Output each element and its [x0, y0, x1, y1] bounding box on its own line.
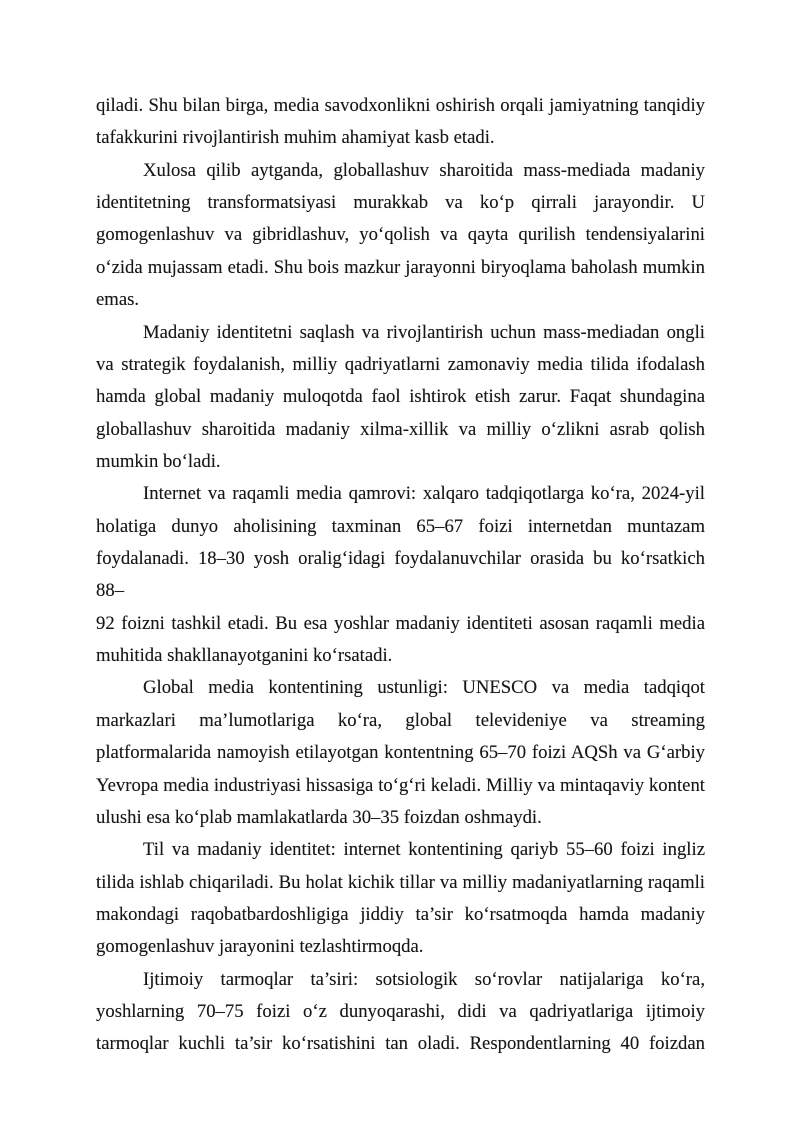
text-line: va strategik foydalanish, milliy qadriyatlarni zamonaviy media tilida ifodalash: [96, 353, 705, 375]
text-line: foydalanadi. 18–30 yosh oralig‘idagi foydalanuvchilar orasida bu ko‘rsatkich 88–: [96, 548, 705, 602]
text-line: qiladi. Shu bilan birga, media savodxonlikni oshirish orqali jamiyatning tanqidiy: [96, 95, 705, 116]
paragraph: [96, 90, 705, 155]
text-line: hamda global madaniy muloqotda faol ishtirok etish zarur. Faqat shundagina: [96, 386, 705, 408]
text-line: Xulosa qilib aytganda, globallashuv sharoitida mass-mediada madaniy: [143, 159, 705, 181]
paragraph: [96, 964, 705, 1061]
text-block: [96, 90, 705, 1061]
text-line: gomogenlashuv jarayonini tezlashtirmoqda.: [96, 936, 424, 958]
text-line: gomogenlashuv va gibridlashuv, yo‘qolish va qayta qurilish tendensiyalarini: [96, 224, 705, 246]
text-line: 92 foizni tashkil etadi. Bu esa yoshlar madaniy identiteti asosan raqamli media: [96, 612, 705, 634]
text-line: Ijtimoiy tarmoqlar ta’siri: sotsiologik so‘rovlar natijalariga ko‘ra,: [143, 968, 705, 990]
paragraph: [96, 834, 705, 963]
text-line: makondagi raqobatbardoshligiga jiddiy ta’sir ko‘rsatmoqda hamda madaniy: [96, 903, 705, 925]
text-line: identitetning transformatsiyasi murakkab va ko‘p qirrali jarayondir. U: [96, 192, 705, 214]
text-line: Madaniy identitetni saqlash va rivojlantirish uchun mass-mediadan ongli: [143, 321, 705, 343]
paragraph: [96, 672, 705, 834]
text-line: yoshlarning 70–75 foizi o‘z dunyoqarashi, didi va qadriyatlariga ijtimoiy: [96, 1001, 705, 1023]
text-line: platformalarida namoyish etilayotgan kontentning 65–70 foizi AQSh va G‘arbiy: [96, 742, 705, 764]
paragraph: [96, 317, 705, 479]
text-line: o‘zida mujassam etadi. Shu bois mazkur jarayonni biryoqlama baholash mumkin: [96, 256, 705, 278]
text-line: emas.: [96, 289, 140, 311]
text-line: globallashuv sharoitida madaniy xilma-xillik va milliy o‘zlikni asrab qolish: [96, 418, 705, 440]
text-line: muhitida shakllanayotganini ko‘rsatadi.: [96, 645, 393, 667]
text-line: tarmoqlar kuchli ta’sir ko‘rsatishini tan oladi. Respondentlarning 40 foizdan: [96, 1033, 705, 1055]
text-line: tafakkurini rivojlantirish muhim ahamiyat kasb etadi.: [96, 127, 495, 149]
text-line: ulushi esa ko‘plab mamlakatlarda 30–35 foizdan oshmaydi.: [96, 806, 542, 828]
paragraph: [96, 155, 705, 317]
paragraph: [96, 478, 705, 672]
text-line: tilida ishlab chiqariladi. Bu holat kichik tillar va milliy madaniyatlarning raqamli: [96, 871, 705, 893]
text-line: Global media kontentining ustunligi: UNESCO va media tadqiqot: [143, 677, 705, 699]
text-line: holatiga dunyo aholisining taxminan 65–67 foizi internetdan muntazam: [96, 515, 705, 537]
text-line: Yevropa media industriyasi hissasiga to‘g‘ri keladi. Milliy va mintaqaviy kontent: [96, 774, 705, 796]
text-line: markazlari ma’lumotlariga ko‘ra, global televideniye va streaming: [96, 709, 705, 731]
text-line: mumkin bo‘ladi.: [96, 450, 221, 472]
text-line: Til va madaniy identitet: internet kontentining qariyb 55–60 foizi ingliz: [143, 839, 705, 861]
text-line: Internet va raqamli media qamrovi: xalqaro tadqiqotlarga ko‘ra, 2024-yil: [143, 483, 705, 505]
